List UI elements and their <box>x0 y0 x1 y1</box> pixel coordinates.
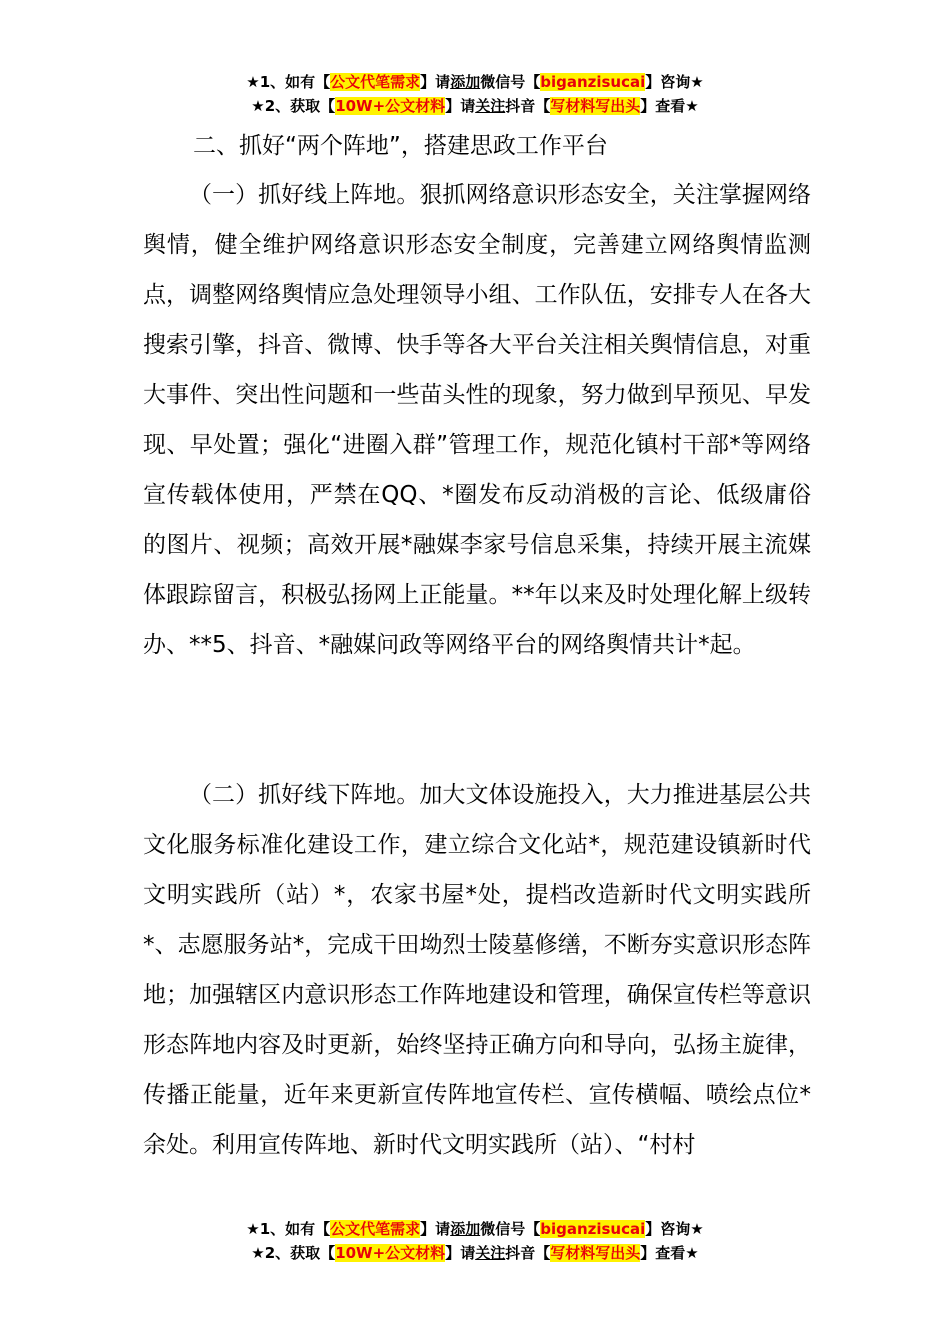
highlight-douyin-account: 写材料写出头 <box>550 97 641 115</box>
banner-line-2: ★2、获取【10W+公文材料】请关注抖音【写材料写出头】查看★ <box>251 97 699 115</box>
banner-line-1: ★1、如有【公文代笔需求】请添加微信号【biganzisucai】咨询★ <box>246 1220 704 1238</box>
paragraph-offline-front: （二）抓好线下阵地。加大文体设施投入，大力推进基层公共文化服务标准化建设工作，建立综合文化站*，规范建设镇新时代文明实践所（站）*，农家书屋*处，提档改造新时代文明实践所*、志愿服务站*，完成干田坳烈士陵墓修缮，不断夯实意识形态阵地；加强辖区内意识形态工作阵地建设和管理，确保宣传栏等意识形态阵地内容及时更新，始终坚持正确方向和导向，弘扬主旋律，传播正能量，近年来更新宣传阵地宣传栏、宣传横幅、喷绘点位*余处。利用宣传阵地、新时代文明实践所（站）、“村村 <box>143 782 811 1158</box>
paragraph-online-front: （一）抓好线上阵地。狠抓网络意识形态安全，关注掌握网络舆情，健全维护网络意识形态安全制度，完善建立网络舆情监测点，调整网络舆情应急处理领导小组、工作队伍，安排专人在各大搜索引擎，抖音、微博、快手等各大平台关注相关舆情信息，对重大事件、突出性问题和一些苗头性的现象，努力做到早预见、早发现、早处置；强化“进圈入群”管理工作，规范化镇村干部*等网络宣传载体使用，严禁在QQ、*圈发布反动消极的言论、低级庸俗的图片、视频；高效开展*融媒李家号信息采集，持续开展主流媒体跟踪留言，积极弘扬网上正能量。**年以来及时处理化解上级转办、**5、抖音、*融媒问政等网络平台的网络舆情共计*起。 <box>143 182 811 658</box>
highlight-materials: 10W+公文材料 <box>335 97 446 115</box>
highlight-wechat-id: biganzisucai <box>540 1220 646 1238</box>
highlight-douyin-account: 写材料写出头 <box>550 1244 641 1262</box>
highlight-service: 公文代笔需求 <box>330 73 421 91</box>
highlight-materials: 10W+公文材料 <box>335 1244 446 1262</box>
highlight-wechat-id: biganzisucai <box>540 73 646 91</box>
section-heading: 二、抓好“两个阵地”，搭建思政工作平台 <box>193 133 608 159</box>
banner-line-2: ★2、获取【10W+公文材料】请关注抖音【写材料写出头】查看★ <box>251 1244 699 1262</box>
footer-banner <box>0 1217 950 1265</box>
banner-line-1: ★1、如有【公文代笔需求】请添加微信号【biganzisucai】咨询★ <box>246 73 704 91</box>
highlight-service: 公文代笔需求 <box>330 1220 421 1238</box>
header-banner <box>0 70 950 118</box>
